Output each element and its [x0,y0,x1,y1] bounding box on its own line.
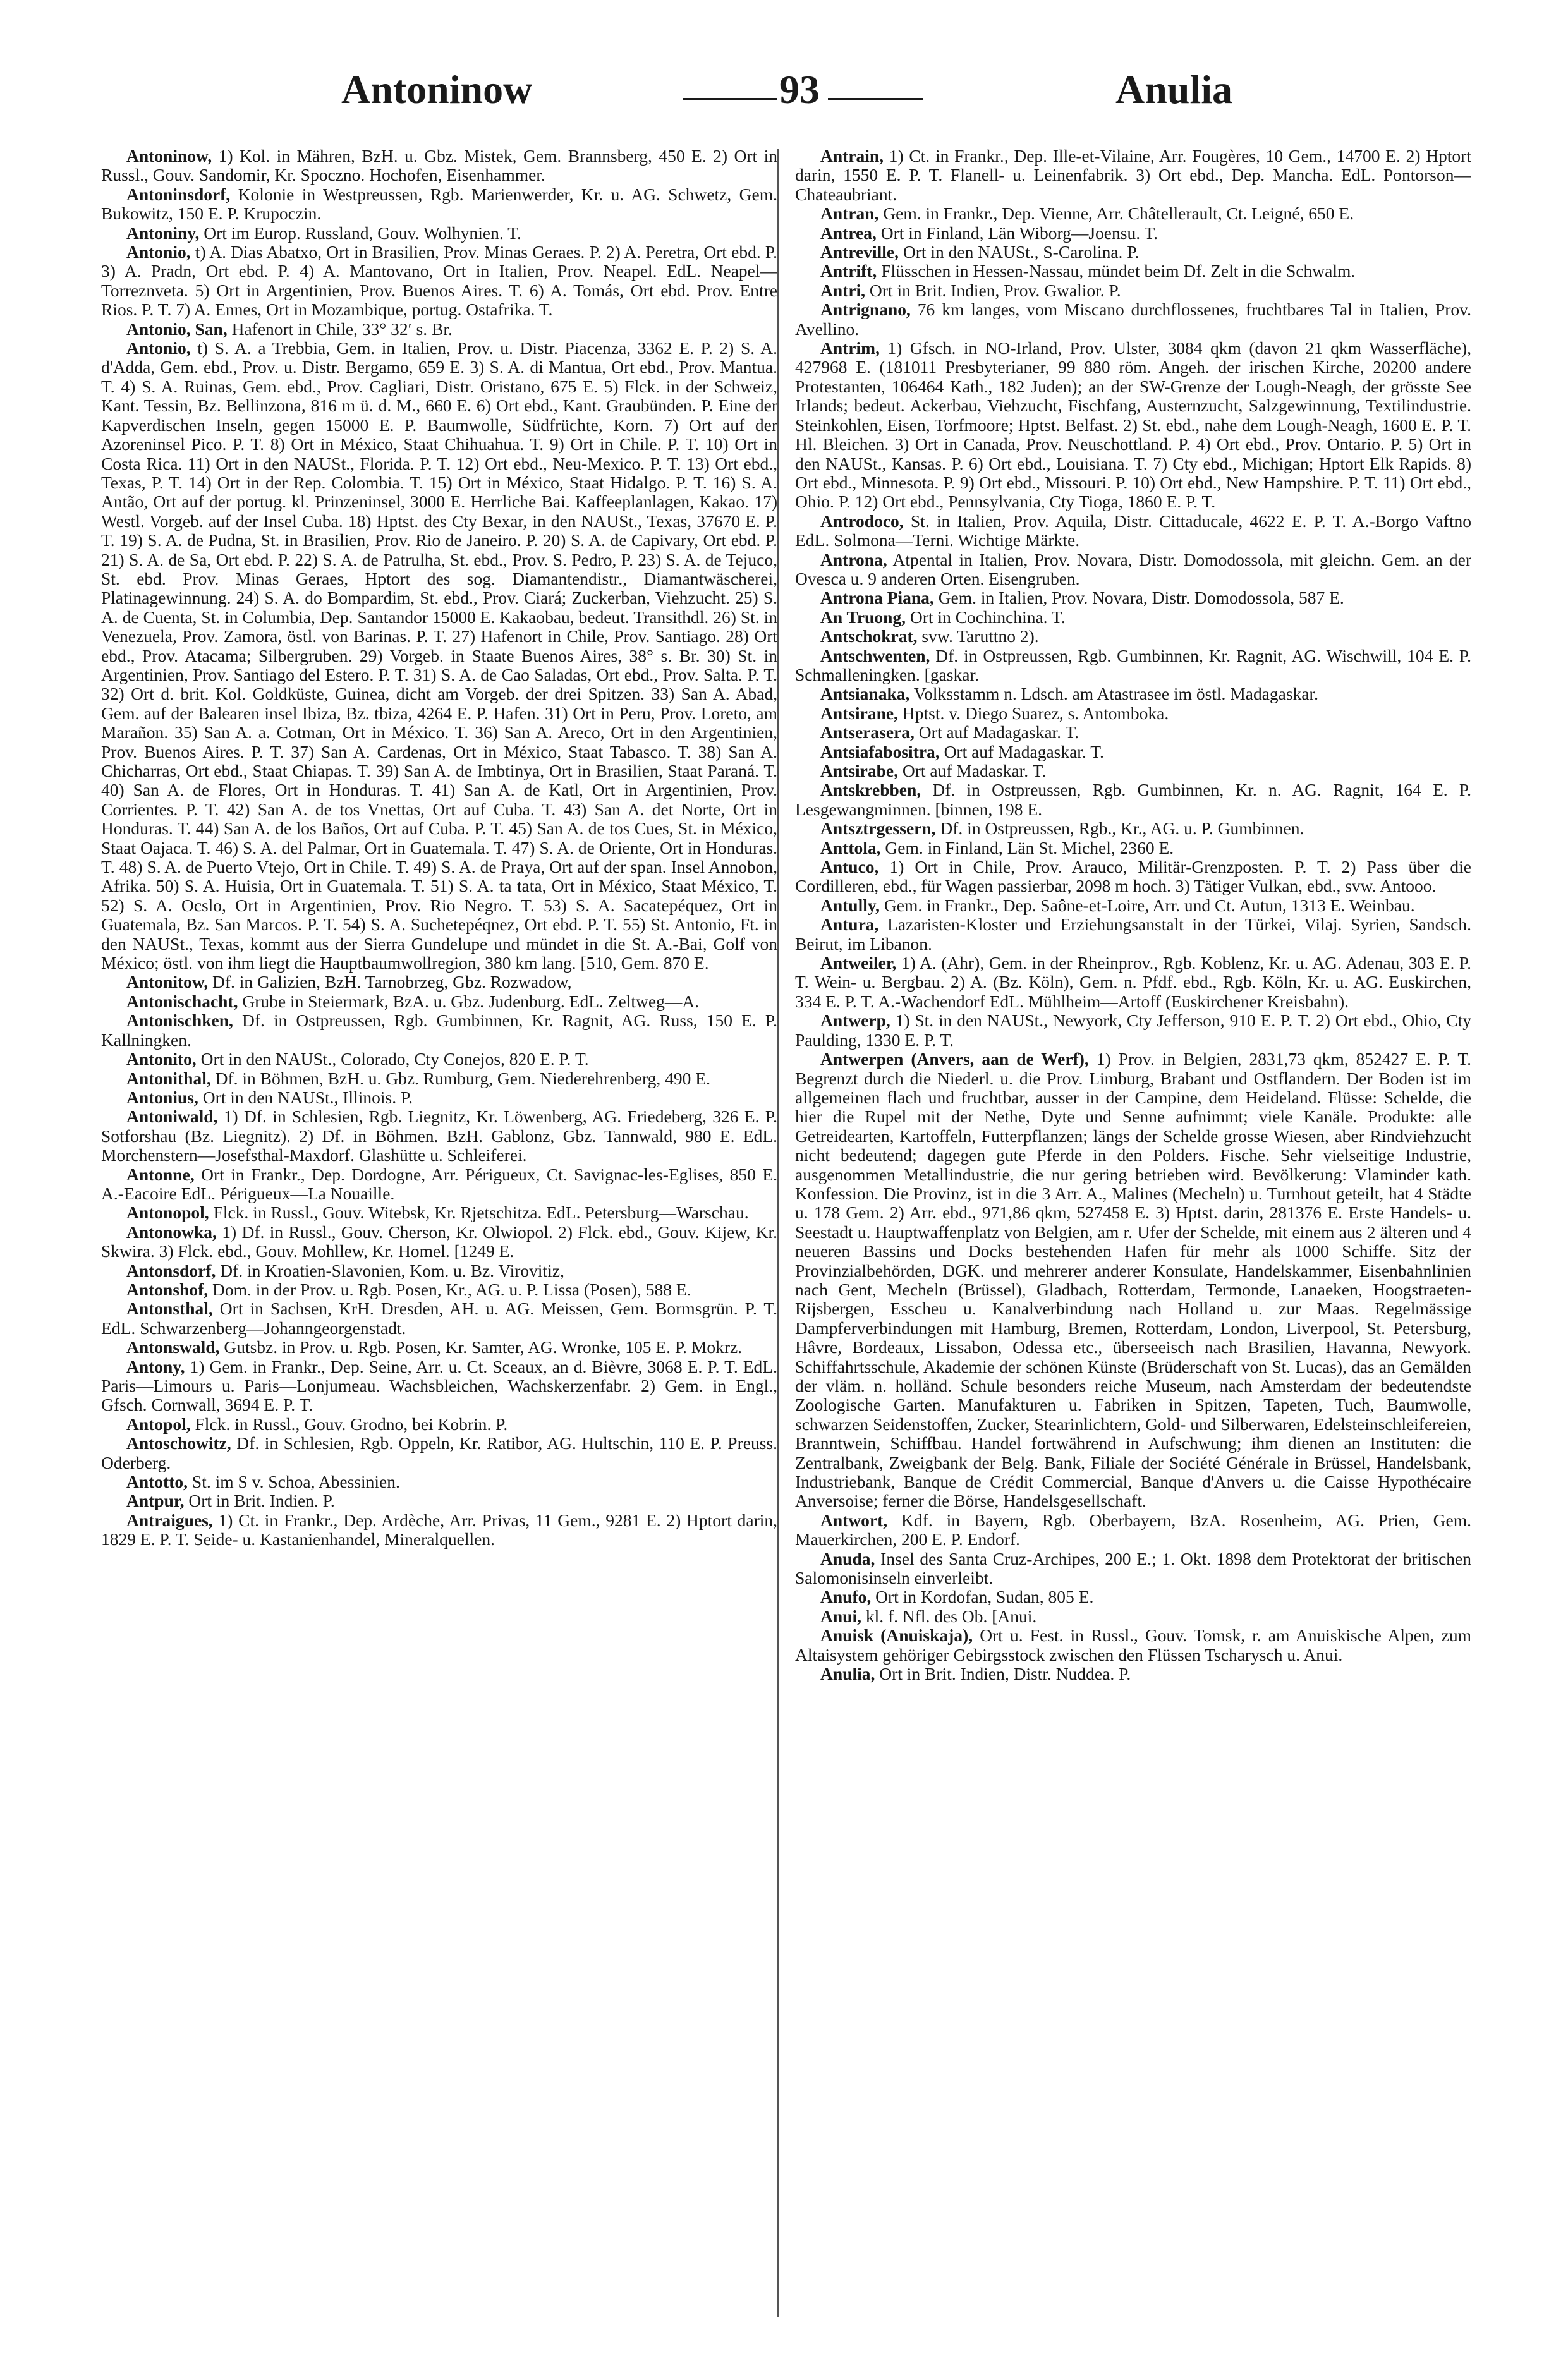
entry-text: Ort in den NAUSt., S-Carolina. P. [898,242,1140,262]
entry-headword: Antonowka, [126,1222,217,1242]
entry-headword: Antopol, [126,1414,191,1434]
dictionary-entry [795,896,1471,915]
dictionary-entry [101,1280,777,1299]
entry-headword: Antonopol, [126,1203,209,1223]
entry-text: Gem. in Italien, Prov. Novara, Distr. Domodossola, 587 E. [933,588,1344,608]
entry-headword: Antoninsdorf, [126,184,231,204]
dictionary-entry [795,819,1471,838]
entry-text: 1) Kol. in Mähren, BzH. u. Gbz. Mistek, Gem. Brannsberg, 450 E. 2) Ort in Russl., Gouv. Sandomir, Kr. Spoczno. Hochofen, Eisenhammer. [101,147,777,185]
dictionary-entry [795,1626,1471,1665]
dictionary-entry [795,858,1471,896]
entry-headword: Antully, [820,895,880,915]
dictionary-entry [795,646,1471,685]
entry-text: Df. in Schlesien, Rgb. Oppeln, Kr. Ratibor, AG. Hultschin, 110 E. P. Preuss. Oderberg. [101,1433,777,1472]
entry-headword: Antskrebben, [820,780,921,800]
entry-text: Insel des Santa Cruz-Archipes, 200 E.; 1. Okt. 1898 dem Protektorat der britischen Salomonisinseln einverleibt. [795,1548,1471,1588]
entry-text: 1) Ort in Chile, Prov. Arauco, Militär-Grenzposten. P. T. 2) Pass über die Cordilleren, ebd., für Wagen passierbar, 2098 m hoch. 3) Tätiger Vulkan, ebd., svw. Antooo. [795,857,1471,896]
entry-headword: Antrain, [820,147,884,166]
dictionary-entry [795,147,1471,204]
entry-text: Df. in Ostpreussen, Rgb., Kr., AG. u. P. Gumbinnen. [935,818,1304,839]
entry-headword: Antonio, [126,242,191,262]
entry-text: Ort im Europ. Russland, Gouv. Wolhynien. T. [199,222,521,243]
entry-headword: Antsirane, [820,703,898,723]
dictionary-entry [795,684,1471,703]
entry-text: Grube in Steiermark, BzA. u. Gbz. Judenburg. EdL. Zeltweg—A. [238,991,700,1011]
entry-text: Ort in Sachsen, KrH. Dresden, AH. u. AG. Meissen, Gem. Bormsgrün. P. T. EdL. Schwarzenberg—Johanngeorgenstadt. [101,1299,777,1338]
dictionary-entry [101,1357,777,1415]
entry-text: 1) St. in den NAUSt., Newyork, Cty Jefferson, 910 E. P. T. 2) Ort ebd., Ohio, Cty Paulding, 1330 E. P. T. [795,1010,1471,1050]
entry-headword: Antrodoco, [820,511,904,531]
entry-text: Kdf. in Bayern, Rgb. Oberbayern, BzA. Rosenheim, AG. Prien, Gem. Mauerkirchen, 200 E. P. Endorf. [795,1510,1471,1550]
entry-headword: Antwerpen (Anvers, aan de Werf), [820,1049,1089,1069]
entry-headword: Antonio, [126,338,191,358]
dictionary-entry [795,1550,1471,1588]
dictionary-entry [101,243,777,320]
dictionary-entry [795,204,1471,223]
entry-headword: Antotto, [126,1472,188,1492]
entry-headword: An Truong, [820,607,906,627]
entry-headword: Anuda, [820,1548,875,1568]
dictionary-entry [795,262,1471,281]
dictionary-entry [795,761,1471,780]
dictionary-entry [795,512,1471,550]
entry-text: Df. in Galizien, BzH. Tarnobrzeg, Gbz. Rozwadow, [208,972,572,992]
entry-text: kl. f. Nfl. des Ob. [Anui. [861,1606,1037,1626]
entry-text: Ort u. Fest. in Russl., Gouv. Tomsk, r. am Anuiskische Alpen, zum Altaisystem gehöriger Gebirgsstock zwischen den Flüssen Tscharysch u. Anui. [795,1625,1471,1665]
entry-text: Flck. in Russl., Gouv. Grodno, bei Kobrin. P. [190,1414,508,1434]
entry-text: Gutsbz. in Prov. u. Rgb. Posen, Kr. Samter, AG. Wronke, 105 E. P. Mokrz. [219,1337,743,1357]
dictionary-entry [795,1011,1471,1050]
entry-headword: Antonischacht, [126,991,238,1011]
entry-text: Gem. in Frankr., Dep. Vienne, Arr. Châtellerault, Ct. Leigné, 650 E. [878,203,1354,224]
dictionary-entry [101,1088,777,1107]
entry-text: 1) Gfsch. in NO-Irland, Prov. Ulster, 3084 qkm (davon 21 qkm Wasserfläche), 427968 E. (181011 Presbyterianer, 99 880 röm. Angeh. der irischen Kirche, 20200 andere Protestanten, 106464 Kath., 182 Juden); an der SW-Grenze der Lough-Neagh, der grösste See Irlands; bedeut. Ackerbau, Viehzucht, Fischfang, Austernzucht, Salzgewinnung, Textilindustrie. Steinkohlen, Eisen, Torfmoore; Hptst. Belfast. 2) St. ebd., nahe dem Lough-Neagh, 1600 E. P. T. Hl. Bleichen. 3) Ort in Canada, Prov. Neuschottland. P. 4) Ort ebd., Prov. Ontario. P. 5) Ort in den NAUSt., Kansas. P. 6) Ort ebd., Louisiana. T. 7) Cty ebd., Michigan; Hptort Elk Rapids. 8) Ort ebd., Minnesota. P. 9) Ort ebd., Missouri. P. 10) Ort ebd., New Hampshire. P. T. 11) Ort ebd., Ohio. P. 12) Ort ebd., Pennsylvania, Cty Tioga, 1860 E. P. T. [795,338,1471,512]
entry-text: t) S. A. a Trebbia, Gem. in Italien, Prov. u. Distr. Piacenza, 3362 E. P. 2) S. A. d'Adda, Gem. ebd., Prov. u. Distr. Bergamo, 659 E. 3) S. A. di Mantua, Ort ebd., Prov. Mantua. T. 4) S. A. Ruinas, Gem. ebd., Prov. Cagliari, Distr. Oristano, 675 E. 5) Flck. in der Schweiz, Kant. Tessin, Bz. Bellinzona, 816 m ü. d. M., 660 E. 6) Ort ebd., Kant. Graubünden. P. Eine der Kapverdischen Inseln, gegen 15000 E. P. Baumwolle, Südfrüchte, Korn. 7) Ort auf der Azoreninsel Pico. P. T. 8) Ort in México, Staat Chihuahua. T. 9) Ort in Chile. P. T. 10) Ort in Costa Rica. 11) Ort in den NAUSt., Florida. P. T. 12) Ort ebd., Neu-Mexico. P. T. 13) Ort ebd., Texas, P. T. 14) Ort in der Rep. Colombia. T. 15) Ort in México, Staat Hidalgo. P. T. 16) S. A. Antão, Ort auf der portug. kl. Prinzeninsel, 3000 E. Herrliche Bai. Kaffeeplanlagen, Kakao. 17) Westl. Vorgeb. auf der Insel Cuba. 18) Hptst. des Cty Bexar, in den NAUSt., Texas, 37670 E. P. T. 19) S. A. de Pudna, St. in Brasilien, Prov. Rio de Janeiro. P. 20) S. A. de Capivary, Ort ebd. P. 21) S. A. de Sa, Ort ebd. P. 22) S. A. de Patrulha, St. ebd., Prov. S. Pedro, P. 23) S. A. de Tejuco, St. ebd. Prov. Minas Geraes, Hptort des sog. Diamantendistr., Diamantwäscherei, Platinagewinnung. 24) S. A. do Bompardim, St. ebd., Prov. Ciará; Zuckerban, Viehzucht. 25) S. A. de Cuenta, St. in Columbia, Dep. Santandor 15000 E. Kakaobau, bedeut. Transithdl. 26) St. in Venezuela, Prov. Zamora, östl. von Barinas. P. T. 27) Hafenort in Chile, Prov. Santiago. 28) Ort ebd., Prov. Atacama; Silbergruben. 29) Vorgeb. in Staate Buenos Aires, 38° s. Br. 30) St. in Argentinien, Prov. Santiago del Estero. P. T. 31) S. A. de Cao Saladas, Ort ebd., Prov. Salta. P. T. 32) Ort d. brit. Kol. Goldküste, Guinea, dicht am Vorgeb. der drei Spitzen. 33) San A. Abad, Gem. auf der Balearen insel Ibiza, Bz. tbiza, 4264 E. P. Hafen. 31) Ort in Peru, Prov. Loreto, am Marañon. 35) San A. a. Cotman, Ort in México. T. 36) San A. Areco, Ort in den Argentinien, Prov. Buenos Aires. P. T. 37) San A. Cardenas, Ort in México, Staat Tabasco. T. 38) San A. Chicharras, Ort ebd., Staat Chiapas. T. 39) San A. de Imbtinya, Ort in Brasilien, Staat Paraná. T. 40) San A. de Flores, Ort in Honduras. T. 41) San A. de Katl, Ort in Argentinien, Prov. Corrientes. P. T. 42) San A. de tos Vnettas, Ort auf Cuba. T. 43) San A. det Norte, Ort in Honduras. T. 44) San A. de los Baños, Ort auf Cuba. P. T. 45) San A. de tos Cues, St. in México, Staat Oajaca. T. 46) S. A. del Palmar, Ort in Guatemala. T. 47) S. A. de Oriente, Ort in Honduras. T. 48) S. A. de Puerto Vtejo, Ort in Chile. T. 49) S. A. de Praya, Ort auf der span. Insel Annobon, Afrika. 50) S. A. Huisia, Ort in Guatemala. T. 51) S. A. ta tata, Ort in México, Staat México, T. 52) S. A. Ocslo, Ort in Argentinien, Prov. Rio Negro. T. 53) S. A. Sacatepéquez, Ort in Guatemala, Bz. San Marcos. P. T. 54) S. A. Suchetepéqnez, Ort ebd. P. T. 55) St. Antonio, Ft. in den NAUSt., Texas, kommt aus der Sierra Gundelupe und mündet in die St. A.-Bai, Golf von México; östl. von ihm liegt die Hauptbaumwollregion, 380 km lang. [510, Gem. 870 E. [101,338,777,973]
dictionary-entry [795,608,1471,627]
left-column [101,147,777,2320]
dictionary-entry [795,1665,1471,1684]
entry-headword: Anui, [820,1606,861,1626]
entry-headword: Antonitow, [126,972,209,992]
entry-text: Df. in Kroatien-Slavonien, Kom. u. Bz. Virovitiz, [216,1260,564,1280]
dictionary-entry [101,1338,777,1357]
entry-headword: Anulia, [820,1664,875,1684]
column-divider [777,149,779,2317]
entry-text: Ort in Brit. Indien, Distr. Nuddea. P. [875,1664,1131,1684]
entry-headword: Antsianaka, [820,684,910,704]
entry-headword: Antonithal, [126,1068,211,1088]
entry-text: Flck. in Russl., Gouv. Witebsk, Kr. Rjetschitza. EdL. Petersburg—Warschau. [209,1203,749,1223]
dictionary-entry [795,743,1471,761]
entry-headword: Antpur, [126,1491,185,1511]
dictionary-entry [101,992,777,1011]
entry-text: 1) A. (Ahr), Gem. in der Rheinprov., Rgb. Koblenz, Kr. u. AG. Adenau, 303 E. P. T. Wein- u. Bergbau. 2) A. (Bz. Köln), Gem. n. Pfdf. ebd., Rgb. Köln, Kr. u. AG. Euskirchen, 334 E. P. T. A.-Wachendorf EdL. Mühlheim—Artoff (Euskirchener Kreisbahn). [795,953,1471,1011]
dictionary-entry [795,281,1471,300]
entry-text: 76 km langes, vom Miscano durchflossenes, fruchtbares Tal in Italien, Prov. Avellino. [795,300,1471,339]
entry-headword: Antrona Piana, [820,588,934,608]
entry-headword: Antri, [820,280,866,300]
dictionary-entry [795,1607,1471,1626]
entry-headword: Antschwenten, [820,645,930,665]
dictionary-entry [101,1203,777,1222]
entry-headword: Anufo, [820,1587,872,1607]
entry-text: Gem. in Finland, Län St. Michel, 2360 E. [880,837,1174,858]
dictionary-entry [101,1223,777,1261]
entry-text: Ort in den NAUSt., Colorado, Cty Conejos, 820 E. P. T. [196,1049,589,1069]
entry-headword: Antuco, [820,857,879,877]
dictionary-entry [101,320,777,339]
dictionary-entry [101,1511,777,1550]
entry-headword: Antonito, [126,1049,197,1069]
entry-text: Ort in Kordofan, Sudan, 805 E. [871,1587,1094,1607]
entry-text: 1) Ct. in Frankr., Dep. Ardèche, Arr. Privas, 11 Gem., 9281 E. 2) Hptort darin, 1829 E. P. T. Seide- u. Kastanienhandel, Mineralquellen. [101,1510,777,1550]
entry-headword: Antony, [126,1356,185,1376]
entry-headword: Antsiafabositra, [820,741,940,761]
dictionary-entry [795,954,1471,1011]
entry-text: 1) Gem. in Frankr., Dep. Seine, Arr. u. Ct. Sceaux, an d. Bièvre, 3068 E. P. T. EdL. Paris—Limours u. Paris—Lonjumeau. Wachsbleichen, Wachskerzenfabr. 2) Gem. in Engl., Gfsch. Cornwall, 3694 E. P. T. [101,1356,777,1415]
entry-headword: Antwort, [820,1510,888,1530]
entry-text: Gem. in Frankr., Dep. Saône-et-Loire, Arr. und Ct. Autun, 1313 E. Weinbau. [880,895,1415,915]
entry-text: Df. in Ostpreussen, Rgb. Gumbinnen, Kr. n. AG. Ragnit, 164 E. P. Lesgewangminnen. [binnen, 198 E. [795,780,1471,819]
dictionary-entry [795,224,1471,243]
entry-text: svw. Taruttno 2). [917,626,1039,646]
entry-headword: Antrift, [820,261,877,281]
entry-text: Df. in Ostpreussen, Rgb. Gumbinnen, Kr. Ragnit, AG. Russ, 150 E. P. Kallningken. [101,1010,777,1050]
dictionary-entry [795,1050,1471,1511]
dictionary-entry [795,839,1471,858]
entry-headword: Antoniny, [126,222,200,243]
entry-headword: Antoniwald, [126,1107,218,1127]
entry-headword: Antonshof, [126,1279,209,1299]
entry-headword: Antweiler, [820,953,897,973]
dictionary-entry [101,1434,777,1472]
entry-text: 1) Prov. in Belgien, 2831,73 qkm, 852427 E. P. T. Begrenzt durch die Niederl. u. die Prov. Limburg, Brabant und Ostflandern. Der Boden ist im allgemeinen flach und fruchtbar, ausser in der Campine, dem Heideland. Flüsse: Schelde, die hier die Rupel mit der Nethe, Dyte und Senne aufnimmt; viele Kanäle. Produkte: alle Getreidearten, Kartoffeln, Futterpflanzen; längs der Schelde grosse Wiesen, aber Rindviehzucht nicht bedeutend; dagegen gute Pferde in den Polders. Fische. Sehr vielseitige Industrie, ausgenommen Metallindustrie, die nur gering betrieben wird. Bevölkerung: Vlaminder kath. Konfession. Die Provinz, ist in die 3 Arr. A., Malines (Mecheln) u. Turnhout geteilt, hat 4 Städte u. 178 Gem. 2) Arr. ebd., 971,86 qkm, 527458 E. 3) Hptst. darin, 281376 E. Erste Handels- u. Seestadt u. Hauptwaffenplatz von Belgien, am r. Ufer der Schelde, mit einem aus 2 älteren und 4 neueren Bassins und Docks bestehenden Hafen für mehr als 1000 Schiffe. Sitz der Provinzialbehörden, DGK. und mehrerer anderer Konsulate, Handelskammer, Eisenbahnlinien nach Gent, Mecheln (Brüssel), Gladbach, Rotterdam, Termonde, Lanaeken, Hoogstraeten-Rijsbergen, Esscheu u. Kanalverbindung nach Holland u. zur Maas. Regelmässige Dampferverbindungen mit Hamburg, Bremen, Rotterdam, London, Liverpool, St. Petersburg, Hâvre, Bordeaux, Lissabon, Odessa etc., überseeisch nach Brasilien, Havanna, Newyork. Schiffahrtsschule, Akademie der schönen Künste (Brüderschaft von St. Lucas), das an Gemälden der vläm. n. holländ. Schule besonders reiche Museum, nach Amsterdam der bedeutendste Zoologische Garten. Manufakturen u. Fabriken in Spitzen, Tapeten, Tuch, Baumwolle, schwarzen Seidenstoffen, Zucker, Stearinlichtern, Gold- und Silberwaren, Edelsteinschleifereien, Branntwein, Schiffbau. Handel fortwährend in Aufschwung; ihm dienen an Instituten: die Zentralbank, Zweigbank der Belg. Bank, Filiale der Société Générale in Brüssel, Handelsbank, Industriebank, Banque de Crédit Commercial, Banque d'Anvers u. die Caisse Hypothécaire Anversoise; ferner die Börse, Handelsgesellschaft. [795,1049,1471,1511]
entry-headword: Antsirabe, [820,761,898,780]
entry-headword: Antonswald, [126,1337,220,1357]
entry-text: 1) Ct. in Frankr., Dep. Ille-et-Vilaine, Arr. Fougères, 10 Gem., 14700 E. 2) Hptort darin, 1550 E. P. T. Flanell- u. Leinenfabrik. 3) Ort ebd., Dep. Mancha. EdL. Pontorson—Chateaubriant. [795,147,1471,204]
dictionary-entry [101,1472,777,1491]
entry-text: Hafenort in Chile, 33° 32′ s. Br. [227,318,453,339]
entry-headword: Antonne, [126,1164,195,1184]
entry-text: t) A. Dias Abatxo, Ort in Brasilien, Prov. Minas Geraes. P. 2) A. Peretra, Ort ebd. P. 3) A. Pradn, Ort ebd. P. 4) A. Mantovano, Ort in Italien, Prov. Neapel. EdL. Neapel—Torreznveta. 5) Ort in Argentinien, Prov. Buenos Aires. T. 6) A. Tomás, Ort ebd. Prov. Entre Rios. P. T. 7) A. Ennes, Ort in Mozambique, portug. Ostafrika. T. [101,242,777,320]
entry-headword: Antura, [820,914,879,935]
entry-text: Ort auf Madagaskar. T. [939,741,1104,761]
entry-headword: Antsztrgessern, [820,818,936,839]
entry-headword: Antoschowitz, [126,1433,231,1453]
dictionary-entry [101,1011,777,1050]
dictionary-entry [795,243,1471,262]
entry-headword: Antran, [820,203,879,224]
dictionary-entry [795,1511,1471,1550]
dictionary-entry [795,550,1471,589]
entry-text: 1) Df. in Schlesien, Rgb. Liegnitz, Kr. Löwenberg, AG. Friedeberg, 326 E. P. Sotforshau (Bz. Liegnitz). 2) Df. in Böhmen. BzH. Gablonz, Gbz. Tannwald, 980 E. EdL. Morchenstern—Josefsthal-Maxdorf. Glashütte u. Schleiferei. [101,1107,777,1165]
entry-headword: Antonischken, [126,1010,233,1031]
dictionary-entry [101,1050,777,1069]
dictionary-entry [101,1107,777,1165]
entry-text: Flüsschen in Hessen-Nassau, mündet beim Df. Zelt in die Schwalm. [877,261,1356,281]
entry-headword: Antserasera, [820,722,915,743]
entry-headword: Antonsdorf, [126,1260,216,1280]
page-number: 93 [779,67,820,112]
entry-headword: Antschokrat, [820,626,918,646]
left-catchword: Antoninow [341,67,533,112]
dictionary-entry [101,973,777,992]
dictionary-entry [795,627,1471,646]
dictionary-entry [795,588,1471,607]
entry-text: Ort in Finland, Län Wiborg—Joensu. T. [876,222,1158,243]
entry-text: Lazaristen-Kloster und Erziehungsanstalt in der Türkei, Vilaj. Syrien, Sandsch. Beirut, im Libanon. [795,914,1471,954]
dictionary-entry [795,704,1471,723]
entry-text: Ort in Brit. Indien, Prov. Gwalior. P. [865,280,1121,300]
entry-text: Dom. in der Prov. u. Rgb. Posen, Kr., AG. u. P. Lissa (Posen), 588 E. [208,1279,691,1299]
entry-headword: Antonsthal, [126,1299,213,1319]
entry-text: Ort in den NAUSt., Illinois. P. [198,1087,413,1107]
entry-text: St. in Italien, Prov. Aquila, Distr. Cittaducale, 4622 E. P. T. A.-Borgo Vaftno EdL. Solmona—Terni. Wichtige Märkte. [795,511,1471,550]
header-dash-right [828,98,923,100]
entry-headword: Antwerp, [820,1010,890,1031]
entry-text: St. im S v. Schoa, Abessinien. [188,1472,400,1492]
entry-headword: Antraigues, [126,1510,213,1530]
dictionary-entry [101,147,777,185]
dictionary-entry [101,1165,777,1204]
dictionary-entry [101,1415,777,1434]
dictionary-entry [795,300,1471,339]
entry-headword: Antonio, San, [126,318,228,339]
page-header [126,60,1473,130]
entry-text: 1) Df. in Russl., Gouv. Cherson, Kr. Olwiopol. 2) Flck. ebd., Gouv. Kijew, Kr. Skwira. 3) Flck. ebd., Gouv. Mohllew, Kr. Homel. [1249 E. [101,1222,777,1261]
right-catchword: Anulia [1115,67,1232,112]
entry-headword: Antoninow, [126,147,212,166]
entry-headword: Antrea, [820,222,877,243]
entry-headword: Antrignano, [820,300,911,320]
entry-text: Ort in Frankr., Dep. Dordogne, Arr. Périgueux, Ct. Savignac-les-Eglises, 850 E. A.-Eacoire EdL. Périgueux—La Nouaille. [101,1164,777,1203]
entry-headword: Antreville, [820,242,899,262]
entry-text: Ort in Cochinchina. T. [906,607,1066,627]
dictionary-entry [101,224,777,243]
dictionary-entry [795,339,1471,512]
entry-headword: Anttola, [820,837,881,858]
entry-text: Ort auf Madaskar. T. [898,761,1047,780]
dictionary-entry [101,1299,777,1338]
right-column [795,147,1471,2320]
dictionary-entry [795,780,1471,819]
dictionary-entry [101,1261,777,1280]
dictionary-entry [101,1069,777,1088]
dictionary-entry [101,185,777,224]
entry-text: Df. in Böhmen, BzH. u. Gbz. Rumburg, Gem. Niederehrenberg, 490 E. [210,1068,710,1088]
dictionary-entry [795,1587,1471,1606]
entry-text: Kolonie in Westpreussen, Rgb. Marienwerder, Kr. u. AG. Schwetz, Gem. Bukowitz, 150 E. P. Krupoczin. [101,184,777,224]
dictionary-entry [795,723,1471,742]
entry-headword: Anuisk (Anuiskaja), [820,1625,973,1646]
entry-text: Ort auf Madagaskar. T. [914,722,1079,743]
entry-text: Hptst. v. Diego Suarez, s. Antomboka. [898,703,1169,723]
entry-text: Df. in Ostpreussen, Rgb. Gumbinnen, Kr. Ragnit, AG. Wischwill, 104 E. P. Schmalleningken. [gaskar. [795,645,1471,684]
entry-headword: Antrona, [820,549,887,569]
entry-text: Volksstamm n. Ldsch. am Atastrasee im östl. Madagaskar. [909,684,1319,704]
entry-text: Ort in Brit. Indien. P. [184,1491,335,1511]
entry-headword: Antonius, [126,1087,198,1107]
entry-text: Atpental in Italien, Prov. Novara, Distr. Domodossola, mit gleichn. Gem. an der Ovesca u. 9 anderen Orten. Eisengruben. [795,549,1471,588]
dictionary-entry [795,915,1471,954]
dictionary-entry [101,339,777,973]
dictionary-entry [101,1491,777,1510]
entry-headword: Antrim, [820,338,880,358]
